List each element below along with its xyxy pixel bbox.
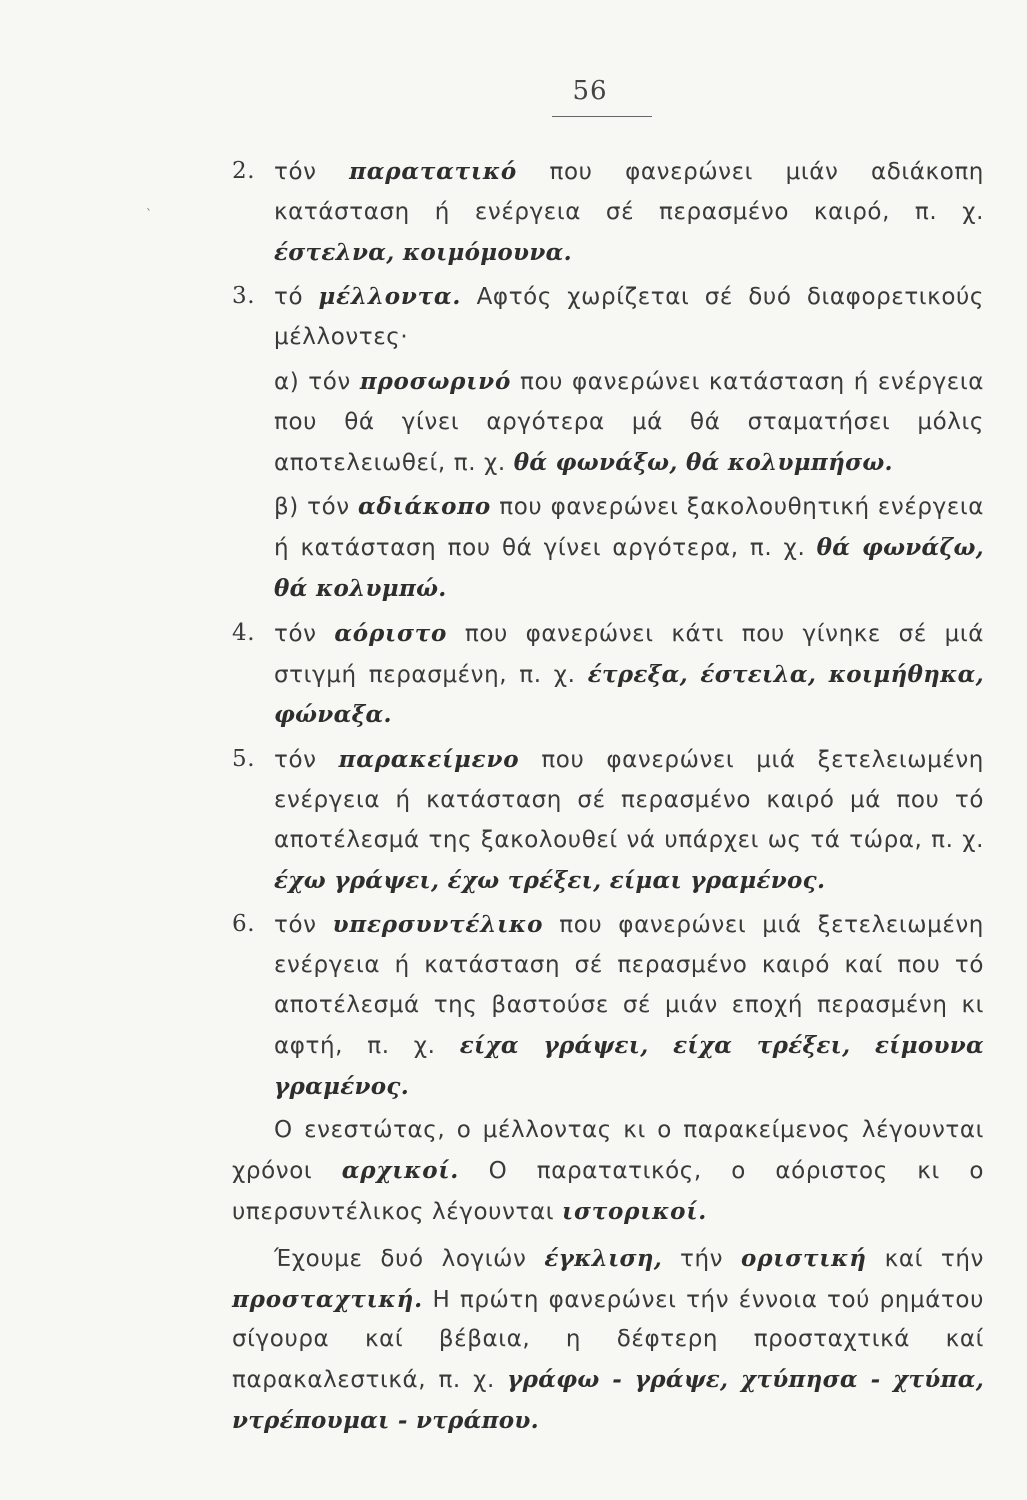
item-text: β) τόν (274, 494, 358, 521)
example: είχα γράψει, είχα τρέξει, είμουνα γραμένος. (274, 1031, 984, 1100)
paragraph-text: καί τήν (866, 1245, 984, 1272)
item-text: που φανερώνει κάτι που γίνηκε σέ μιά στιγμή περασμένη, π. χ. (274, 620, 985, 688)
item-text: τό (274, 284, 319, 311)
paragraph-text: Ο παρατατικός, ο αόριστος κι ο υπερσυντέλικος λέγουνται (232, 1158, 984, 1225)
paragraph-text: τήν (662, 1245, 742, 1272)
item-text: Αφτός χωρίζεται σέ δυό διαφορετικούς μέλλοντες· (274, 284, 985, 351)
list-item-4 (232, 614, 984, 736)
example: έχω γράψει, έχω τρέξει, είμαι γραμένος. (274, 866, 826, 894)
item-text: που φανερώνει μιά ξετελειωμένη ενέργεια ή κατάσταση σέ περασμένο καιρό καί που τό αποτέλεσμά της βαστούσε σέ μιάν εποχή περασμένη κι αφτή, π. χ. (274, 912, 984, 1059)
list-item-3 (232, 277, 984, 358)
item-number: 3. (232, 283, 256, 310)
paragraph-text: Ο ενεστώτας, ο μέλλοντας κι ο παρακείμενος λέγουνται χρόνοι (232, 1117, 984, 1185)
item-text: που φανερώνει μιά ξετελειωμένη ενέργεια ή κατάσταση σέ περασμένο καιρό μά που τό αποτέλεσμά της ξακολουθεί νά υπάρχει ως τά τώρα, π. χ. (274, 747, 984, 853)
item-text: τόν (274, 912, 333, 939)
item-number: 2. (232, 158, 256, 184)
page-number-rule (552, 116, 652, 117)
paragraph-tenses (232, 1111, 984, 1232)
paragraph-text: Έχουμε δυό λογιών (274, 1245, 545, 1272)
paragraph-text: Η πρώτη φανερώνει τήν έννοια τού ρημάτου σίγουρα καί βέβαια, η δέφτερη προσταχτικά καί παρακαλεστικά, π. χ. (232, 1286, 984, 1394)
list-item-5 (232, 740, 984, 901)
item-number: 6. (232, 911, 256, 938)
term: προσταχτική. (232, 1285, 423, 1313)
term: έγκλιση, (544, 1244, 663, 1272)
page-number: 56 (572, 76, 608, 106)
example: θά φωνάζω, θά κολυμπώ. (274, 534, 984, 602)
term: προσωρινό (359, 367, 512, 395)
list-item-2 (232, 152, 984, 273)
item-text: που φανερώνει κατάσταση ή ενέργεια που θά γίνει αργότερα μά θά σταματήσει μόλις αποτελειωθεί, π. χ. (274, 368, 984, 476)
term: αρχικοί. (341, 1157, 460, 1185)
paragraph-moods (232, 1239, 984, 1442)
term: αδιάκοπο (357, 493, 492, 521)
example: γράφω - γράψε, χτύπησα - χτύπα, ντρέπουμαι - ντράπου. (232, 1366, 984, 1434)
term: υπερσυντέλικο (332, 911, 544, 939)
term: παρατατικό (349, 158, 517, 185)
term: ιστορικοί. (562, 1197, 708, 1225)
item-text: τόν (274, 620, 335, 647)
example: έτρεξα, έστειλα, κοιμήθηκα, φώναξα. (274, 660, 984, 729)
item-text: που φανερώνει μιάν αδιάκοπη κατάσταση ή ενέργεια σέ περασμένο καιρό, π. χ. (274, 159, 984, 225)
list-item-6 (232, 905, 984, 1107)
margin-mark: ˋ (146, 207, 152, 221)
term: αόριστο (334, 619, 448, 647)
example: έστελνα, κοιμόμουνα. (274, 238, 572, 266)
term: οριστική (741, 1244, 867, 1272)
item-number: 4. (232, 619, 256, 646)
item-text: τόν (274, 159, 350, 185)
term: παρακείμενο (338, 746, 520, 774)
item-text: που φανερώνει ξακολουθητική ενέργεια ή κατάσταση που θά γίνει αργότερα, π. χ. (274, 494, 984, 562)
item-text: τόν (274, 747, 339, 774)
sub-item-b (232, 487, 984, 609)
term: μέλλοντα. (318, 283, 462, 311)
item-text: α) τόν (274, 368, 360, 395)
item-number: 5. (232, 746, 256, 773)
sub-item-a (232, 362, 984, 483)
example: θά φωνάξω, θά κολυμπήσω. (513, 448, 893, 476)
page-body (232, 152, 984, 1448)
